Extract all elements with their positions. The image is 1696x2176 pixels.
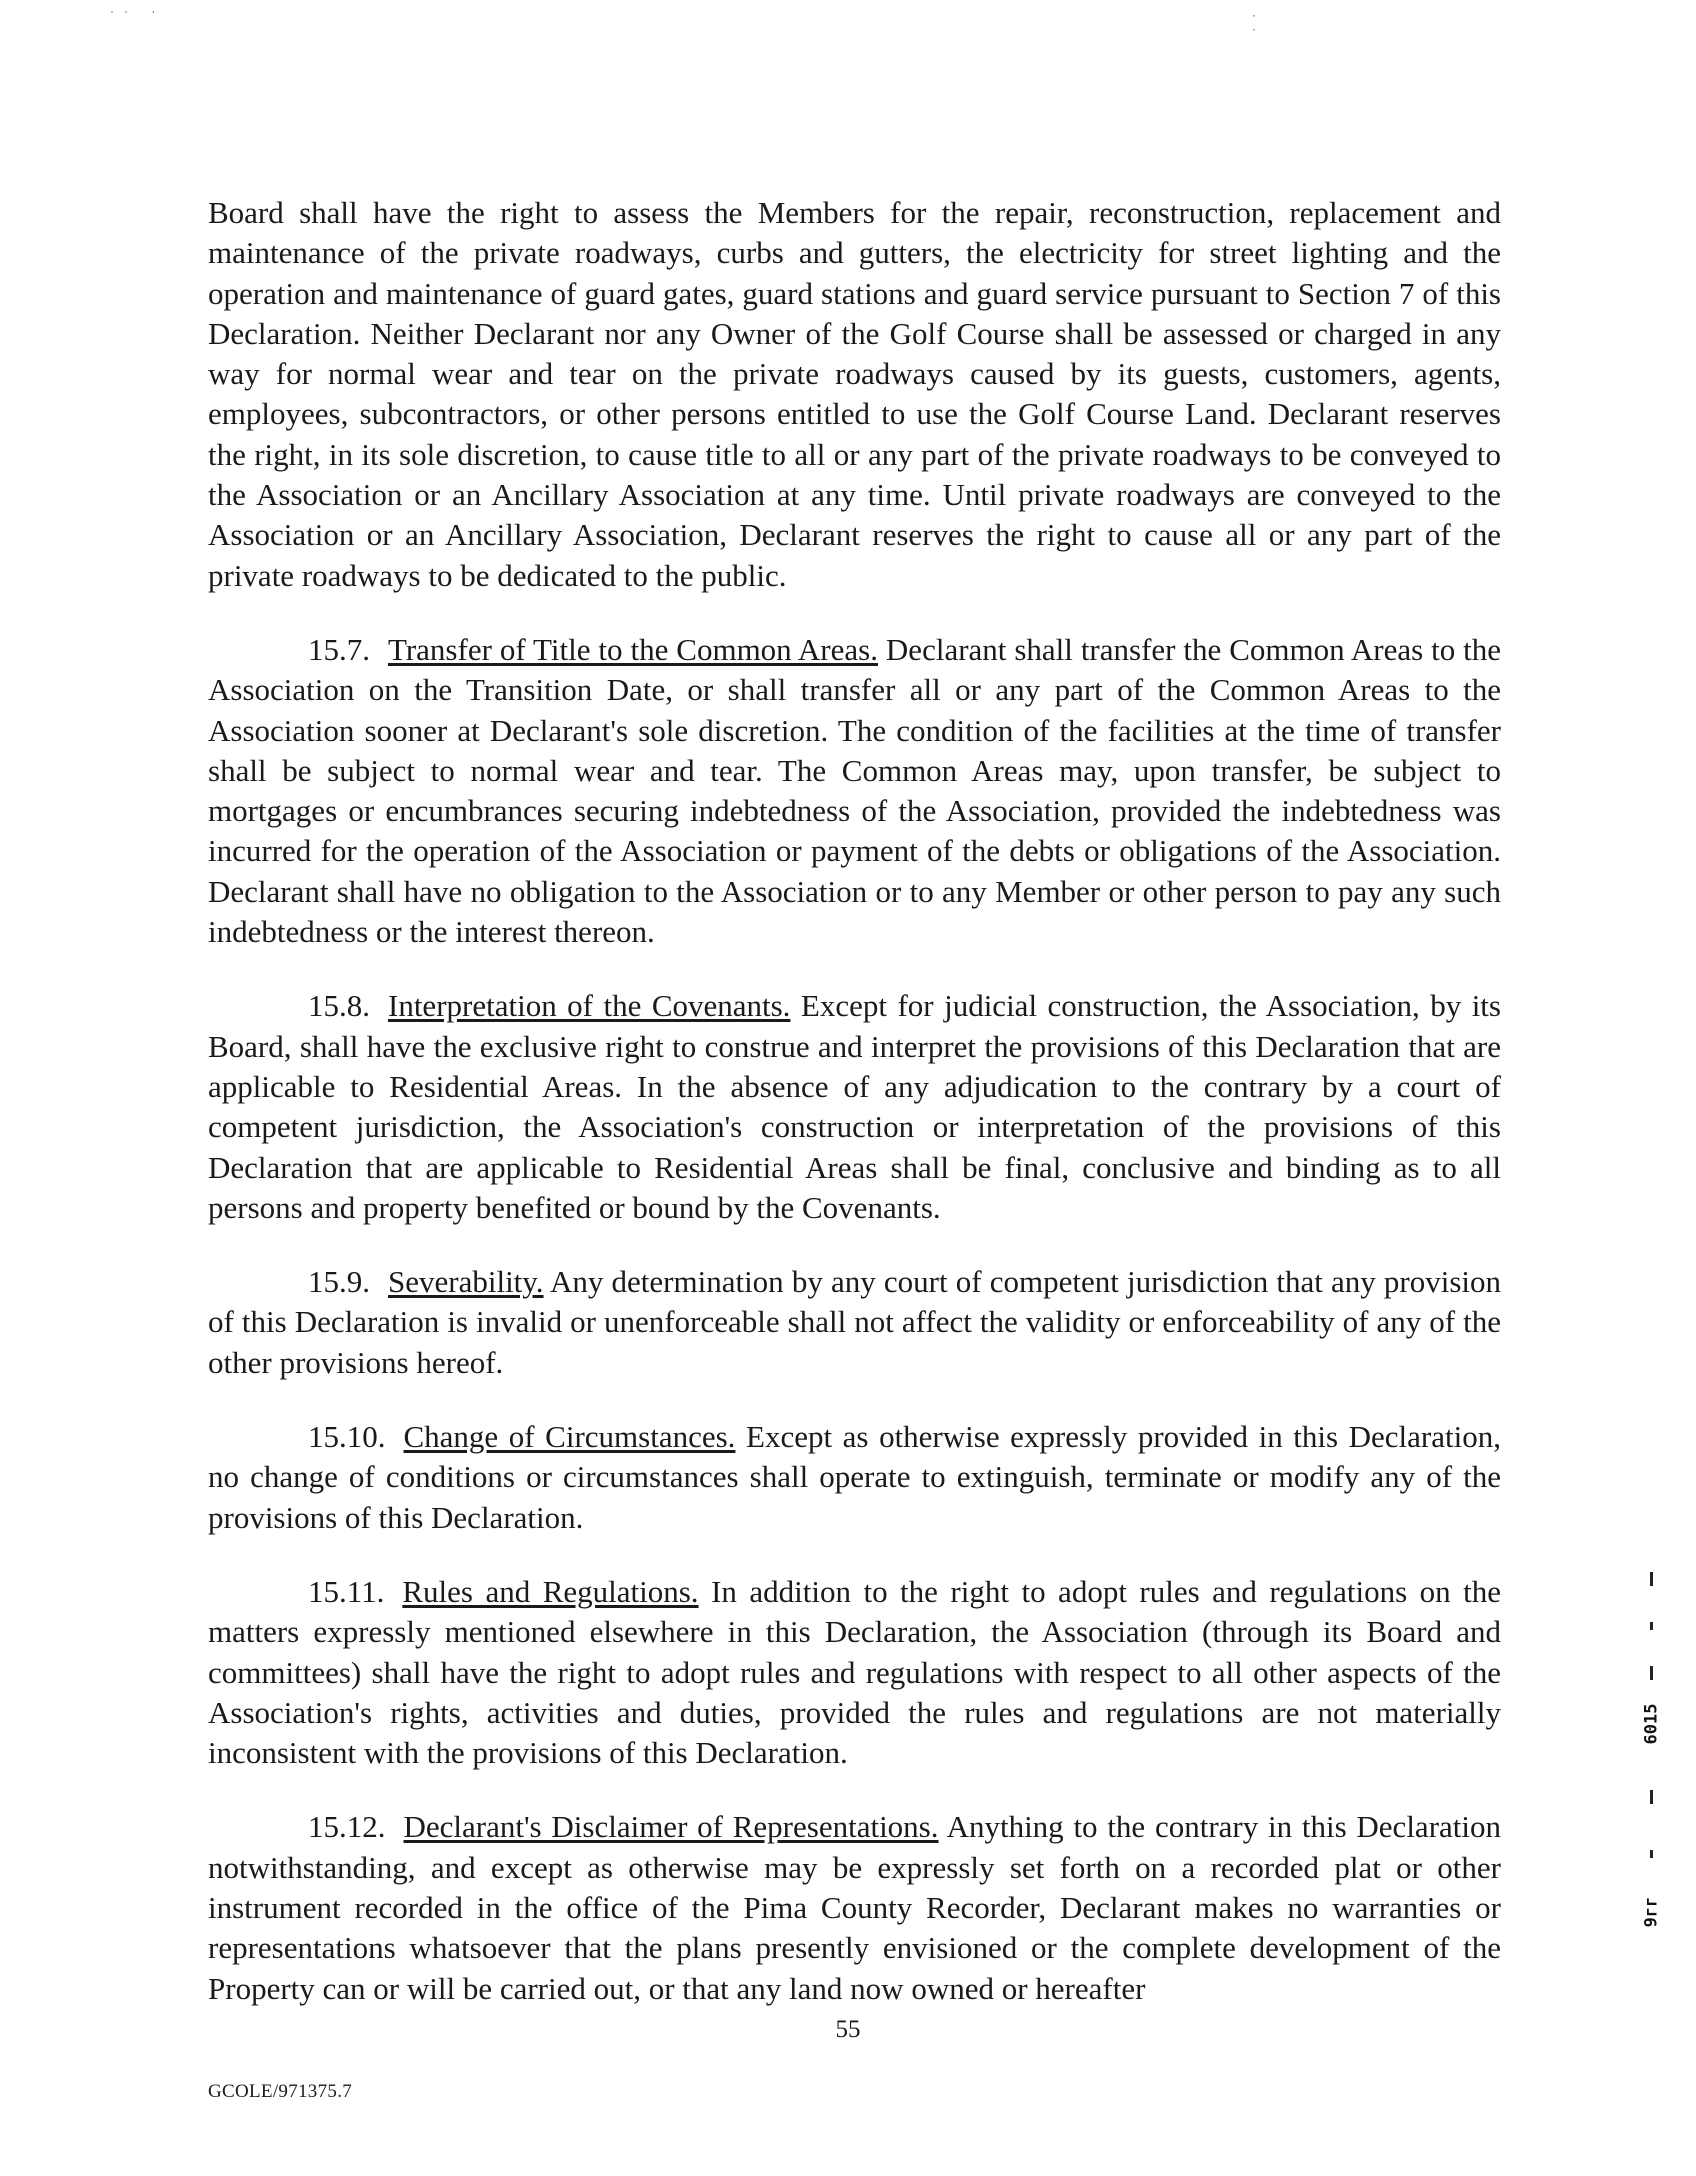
section-number: 15.10. [308, 1419, 386, 1455]
section-heading: Transfer of Title to the Common Areas. [388, 631, 878, 667]
section-body: Except as otherwise expressly provided in this Declaration, no change of conditions or circumstances shall operate to extinguish, terminate or modify any of the provisions of this Declaration. [208, 1419, 1501, 1535]
margin-stamp-upper [1637, 1572, 1665, 1745]
section-15-10 [208, 1417, 1501, 1538]
paragraph-body: Board shall have the right to assess the Members for the repair, reconstruction, replacement and maintenance of the private roadways, curbs and gutters, the electricity for street lighting and the operation and maintenance of guard gates, guard stations and guard service pursuant to Section 7 of this Declaration. Neither Declarant nor any Owner of the Golf Course shall be assessed or charged in any way for normal wear and tear on the private roadways caused by its guests, customers, agents, employees, subcontractors, or other persons entitled to use the Golf Course Land. Declarant reserves the right, in its sole discretion, to cause title to all or any part of the private roadways to be conveyed to the Association or an Ancillary Association at any time. Until private roadways are conveyed to the Association or an Ancillary Association, Declarant reserves the right to cause all or any part of the private roadways to be dedicated to the public. [208, 195, 1501, 593]
section-15-9 [208, 1262, 1501, 1383]
section-body: Anything to the contrary in this Declaration notwithstanding, and except as otherwise may be expressly set forth on a recorded plat or other instrument recorded in the office of the Pima County Recorder, Declarant makes no warranties or representations whatsoever that the plans presently envisioned or the complete development of the Property can or will be carried out, or that any land now owned or hereafter [208, 1809, 1502, 2006]
section-heading: Declarant's Disclaimer of Representations. [403, 1809, 939, 1845]
section-heading: Change of Circumstances. [403, 1419, 736, 1455]
section-15-12 [208, 1807, 1501, 2008]
section-number: 15.7. [308, 631, 370, 667]
section-body: Except for judicial construction, the Association, by its Board, shall have the exclusive right to construe and interpret the provisions of this Declaration that are applicable to Residential Areas. In the absence of any adjudication to the contrary by a court of competent jurisdiction, the Association's construction or interpretation of the provisions of this Declaration that are applicable to Residential Areas shall be final, conclusive and binding as to all persons and property benefited or bound by the Covenants. [208, 988, 1501, 1225]
section-number: 15.12. [308, 1809, 386, 1845]
section-body: Declarant shall transfer the Common Areas to the Association on the Transition Date, or shall transfer all or any part of the Common Areas to the Association sooner at Declarant's sole discretion. The condition of the facilities at the time of transfer shall be subject to normal wear and tear. The Common Areas may, upon transfer, be subject to mortgages or encumbrances securing indebtedness of the Association, provided the indebtedness was incurred for the operation of the Association or payment of the debts or obligations of the Association. Declarant shall have no obligation to the Association or to any Member or other person to pay any such indebtedness or the interest thereon. [208, 631, 1502, 950]
stamp-tick [1650, 1572, 1653, 1586]
page-number: 55 [835, 2016, 861, 2043]
section-number: 15.11. [308, 1573, 385, 1609]
stamp-tick [1650, 1790, 1653, 1804]
section-15-7 [208, 630, 1501, 952]
stamp-tick [1650, 1622, 1653, 1630]
scan-artifact-top-left: ·· · [110, 4, 166, 18]
section-15-8 [208, 986, 1501, 1228]
section-body: In addition to the right to adopt rules and regulations on the matters expressly mentioned elsewhere in this Declaration, the Association (through its Board and committees) shall have the right to adopt rules and regulations with respect to all other aspects of the Association's rights, activities and duties, provided the rules and regulations are not materially inconsistent with the provisions of this Declaration. [208, 1573, 1502, 1771]
section-heading: Interpretation of the Covenants. [388, 988, 791, 1024]
section-number: 15.9. [308, 1264, 370, 1300]
section-heading: Rules and Regulations. [402, 1573, 699, 1609]
stamp-glyph: 6015 [1641, 1703, 1662, 1745]
stamp-glyph: 9гг [1641, 1896, 1661, 1928]
paragraph-continuation [208, 193, 1501, 596]
section-15-11 [208, 1572, 1501, 1773]
section-number: 15.8. [308, 988, 370, 1024]
stamp-tick [1650, 1666, 1653, 1680]
scan-artifact-top-right: · · [1252, 8, 1256, 36]
section-heading: Severability. [388, 1264, 544, 1300]
document-id: GCOLE/971375.7 [208, 2081, 353, 2102]
margin-stamp-lower [1637, 1790, 1665, 1928]
document-page [208, 193, 1501, 2009]
stamp-tick [1650, 1850, 1653, 1858]
section-body: Any determination by any court of competent jurisdiction that any provision of this Declaration is invalid or unenforceable shall not affect the validity or enforceability of any of the other provisions hereof. [208, 1264, 1502, 1380]
